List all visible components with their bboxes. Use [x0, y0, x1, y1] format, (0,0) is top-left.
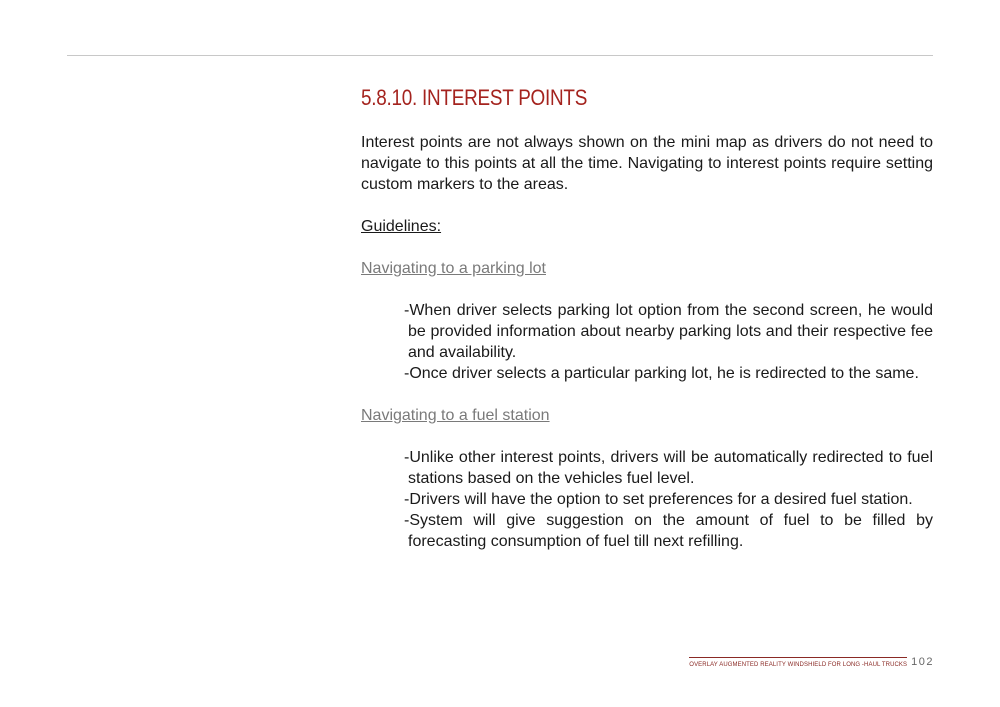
- guidelines-label: Guidelines:: [361, 218, 442, 235]
- list-item: -Drivers will have the option to set preferences for a desired fuel station.: [404, 491, 913, 508]
- list-item: -When driver selects parking lot option from the second screen, he would be provided information about nearby parking lots and their respective fee and availability.: [404, 302, 933, 361]
- list-item: -Unlike other interest points, drivers will be automatically redirected to fuel stations based on the vehicles fuel level.: [404, 449, 933, 487]
- fuel-station-list: [361, 447, 933, 552]
- main-content: [361, 84, 933, 552]
- footer-title: OVERLAY AUGMENTED REALITY WINDSHIELD FOR LONG -HAUL TRUCKS: [689, 657, 907, 668]
- page-number: 102: [911, 656, 934, 668]
- top-divider: [67, 55, 933, 56]
- subheading-parking-lot: Navigating to a parking lot: [361, 260, 546, 277]
- intro-paragraph: Interest points are not always shown on the mini map as drivers do not need to navigate to this points at all the time. Navigating to interest points require setting custom markers to the areas.: [361, 134, 933, 193]
- section-title: 5.8.10. INTEREST POINTS: [361, 85, 588, 110]
- list-item: -Once driver selects a particular parking lot, he is redirected to the same.: [404, 365, 919, 382]
- list-item: -System will give suggestion on the amount of fuel to be filled by forecasting consumption of fuel till next refilling.: [404, 512, 933, 550]
- page-footer: [689, 656, 934, 668]
- subheading-fuel-station: Navigating to a fuel station: [361, 407, 550, 424]
- parking-lot-list: [361, 300, 933, 384]
